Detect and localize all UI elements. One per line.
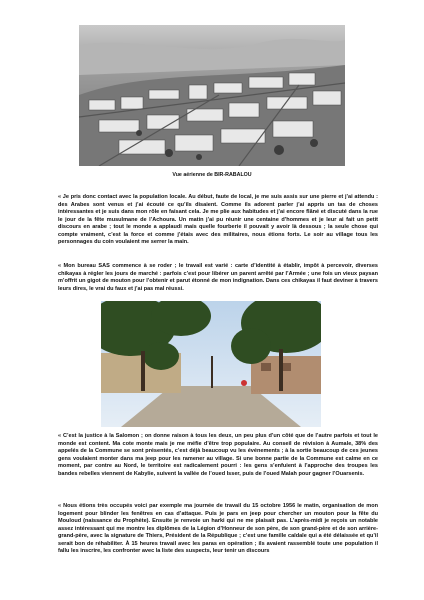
aerial-photo-image — [79, 25, 345, 166]
paragraph: « Je pris donc contact avec la population locale. Au début, faute de local, je me suis assis sur une pierre et j’ai attendu : des Arabes sont venus et j’ai écouté ce qu’ils disaient. Comme ils adorent parler j’ai appris un tas de choses intéressantes et je suis dans mon rôle en faisant cela. Je me plie aux habitudes et j’ai encore flâné et discuté dans la rue le jour de la fête musulmane de l’Achoura. Un matin j’ai pu réunir une centaine d’hommes et je leur ai fait un petit discours en arabe ; tout le monde a applaudi mais quelle fourberie il pouvait y avoir là dessous ; la seule chose qui compte vraiment, c’est la force et comme j’étais avec des militaires, nous étions forts. Le soir au village tous les personnages du coin voulaient me serrer la main. — [58, 194, 378, 246]
paragraph: « Nous étions très occupés voici par exemple ma journée de travail du 15 octobre 1956 le matin, organisation de mon logement pour blinder les fenêtres en cas d’attaque. Puis je pars en jeep pour chercher un mouton pour la fête du Mouloud (naissance du Prophète). Ensuite je renvoie un harki qui ne me plaisait pas. L’après-midi je reçois un notable assez intéressant qui me montre les diplômes de la Légion d’Honneur de son père, de son grand-père et de son arrière-grand-père, avec la signature de Thiers, Président de la République ; c’est une famille caïdale qui a été délaissée et qu’il serait bon de réhabiliter. À 15 heures travail avec les paras en opération ; ils avaient rassemblé toute une population il fallu les inscrire, les confronter avec la liste des suspects, leur tenir un discours — [58, 503, 378, 555]
photo-caption: Vue aérienne de BIR-RABALOU — [172, 172, 252, 178]
street-photo — [101, 301, 321, 427]
aerial-photo — [79, 25, 345, 166]
street-photo-image — [101, 301, 321, 427]
paragraph: « C’est la justice à la Salomon ; on donne raison à tous les deux, un peu plus d’un côté que de l’autre parfois et tout le monde est content. Ma cote monte mais je me méfie d’être trop populaire. Au conseil de révision à Aumale, 38% des appelés de la Commune se sont présentés, c’est déjà beaucoup vu les événements ; à la sortie beaucoup de ces jeunes gens voulaient monter dans ma jeep pour les ramener au village. Si une bonne partie de la Commune est calme en ce moment, par contre au Nord, le territoire est radicalement pourri : les gens s’enfuient à l’approche des troupes les bandes rebelles viennent de Kabylie, suivent la vallée de l’oued Isser, puis de l’oued Malah pour gagner l’Ouarsenis. — [58, 433, 378, 477]
paragraph: « Mon bureau SAS commence à se roder ; le travail est varié : carte d’identité à établir, impôt à percevoir, diverses chikayas à régler les jours de marché : parfois c’est pour libérer un parent arrêté par l’Armée ; une fois un vieux paysan m’offrit un gigot de mouton pour l’obtenir et parut étonné de mon indignation. Dans ces chikayas il faut deviner à travers leurs dires, le vrai du faux et j’ai pas mal réussi. — [58, 263, 378, 292]
